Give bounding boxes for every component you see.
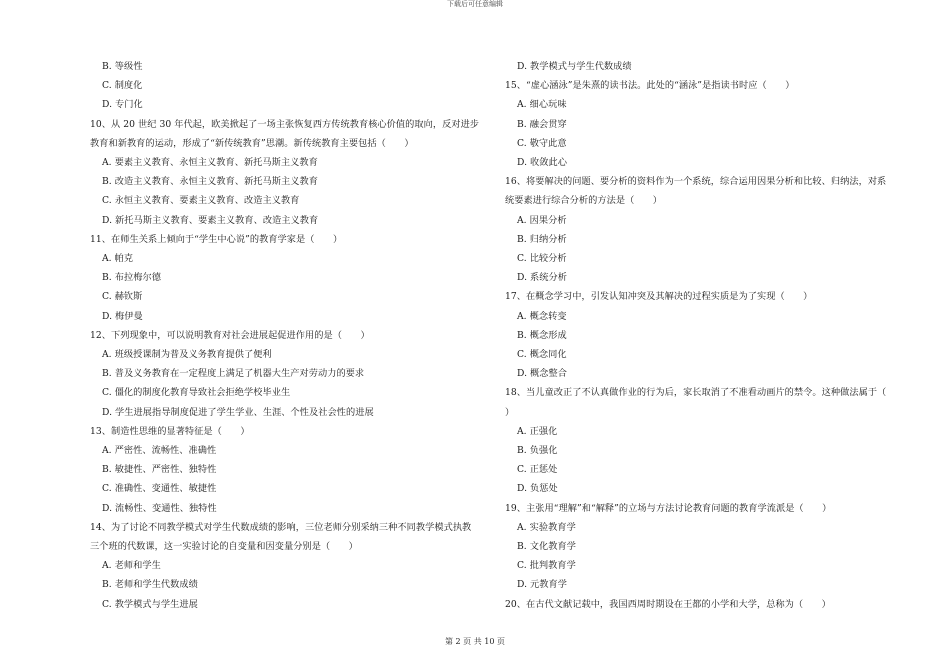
answer-option: A. 帕克 — [102, 253, 134, 265]
answer-option: A. 实验教育学 — [517, 521, 576, 533]
answer-option: A. 因果分析 — [517, 214, 567, 226]
answer-option: C. 正惩处 — [517, 464, 558, 476]
answer-option: A. 概念转变 — [517, 310, 567, 322]
right-column — [505, 57, 905, 614]
answer-option: D. 教学模式与学生代数成绩 — [517, 61, 632, 72]
answer-option: B. 老师和学生代数成绩 — [102, 579, 198, 591]
answer-option: B. 归纳分析 — [517, 233, 567, 245]
answer-option: C. 批判教育学 — [517, 560, 576, 572]
answer-option: B. 改造主义教育、永恒主义教育、新托马斯主义教育 — [102, 176, 318, 188]
answer-option: D. 收敛此心 — [517, 157, 567, 169]
question-stem-continuation: 三个班的代数课，这一实验讨论的自变量和因变量分别是（ ） — [90, 541, 358, 553]
answer-option: A. 要素主义教育、永恒主义教育、新托马斯主义教育 — [102, 157, 318, 169]
question-stem-continuation: 统要素进行综合分析的方法是（ ） — [505, 195, 663, 207]
answer-option: C. 制度化 — [102, 80, 143, 92]
answer-option: A. 严密性、流畅性、准确性 — [102, 445, 217, 457]
question-stem: 20、在古代文献记载中，我国西周时期设在王都的小学和大学，总称为（ ） — [505, 598, 831, 610]
answer-option: D. 流畅性、变通性、独特性 — [102, 502, 217, 514]
question-stem-continuation: ） — [505, 406, 515, 418]
question-stem: 10、从 20 世纪 30 年代起，欧美掀起了一场主张恢复西方传统教育核心价值的取向，反对进步 — [90, 118, 480, 130]
question-stem: 18、当儿童改正了不认真做作业的行为后，家长取消了不准看动画片的禁令。这种做法属于（ — [505, 387, 887, 399]
answer-option: C. 准确性、变通性、敏捷性 — [102, 483, 217, 495]
answer-option: D. 专门化 — [102, 99, 143, 111]
answer-option: D. 新托马斯主义教育、要素主义教育、改造主义教育 — [102, 214, 319, 226]
answer-option: D. 概念整合 — [517, 368, 567, 380]
answer-option: C. 教学模式与学生进展 — [102, 598, 198, 610]
answer-option: B. 文化教育学 — [517, 541, 576, 553]
question-stem: 14、为了讨论不同教学模式对学生代数成绩的影响，三位老师分别采纳三种不同教学模式执教 — [90, 521, 472, 533]
answer-option: D. 系统分析 — [517, 272, 567, 284]
answer-option: C. 比较分析 — [517, 253, 567, 265]
question-stem: 17、在概念学习中，引发认知冲突及其解决的过程实质是为了实现（ ） — [505, 291, 813, 303]
answer-option: A. 班级授课制为普及义务教育提供了便利 — [102, 349, 272, 361]
answer-option: C. 概念同化 — [517, 349, 567, 361]
answer-option: C. 敬守此意 — [517, 137, 567, 149]
answer-option: B. 敏捷性、严密性、独特性 — [102, 464, 217, 476]
question-stem: 16、将要解决的问题、要分析的资料作为一个系统，综合运用因果分析和比较、归纳法，对系 — [505, 176, 887, 188]
page-header: 下载后可任意编辑 — [447, 0, 503, 8]
answer-option: A. 正强化 — [517, 425, 558, 437]
left-column — [90, 57, 490, 614]
question-stem: 15、“虚心涵泳”是朱熹的读书法。此处的“涵泳”是指读书时应（ ） — [505, 80, 795, 92]
answer-option: B. 概念形成 — [517, 329, 567, 341]
answer-option: B. 普及义务教育在一定程度上满足了机器大生产对劳动力的要求 — [102, 368, 365, 380]
answer-option: B. 负强化 — [517, 445, 558, 457]
answer-option: D. 学生进展指导制度促进了学生学业、生涯、个性及社会性的进展 — [102, 406, 374, 418]
question-stem: 13、制造性思维的显著特征是（ ） — [90, 425, 250, 437]
question-stem: 12、下列现象中，可以说明教育对社会进展起促进作用的是（ ） — [90, 329, 370, 341]
answer-option: D. 梅伊曼 — [102, 310, 143, 322]
answer-option: C. 僵化的制度化教育导致社会拒绝学校毕业生 — [102, 387, 291, 399]
answer-option: B. 等级性 — [102, 61, 143, 72]
answer-option: C. 赫钦斯 — [102, 291, 143, 303]
answer-option: D. 负惩处 — [517, 483, 558, 495]
question-stem: 11、在师生关系上倾向于“学生中心说”的教育学家是（ ） — [90, 233, 343, 245]
question-stem: 19、主张用“理解”和“解释”的立场与方法讨论教育问题的教育学流派是（ ） — [505, 502, 832, 514]
answer-option: C. 永恒主义教育、要素主义教育、改造主义教育 — [102, 195, 300, 207]
answer-option: A. 老师和学生 — [102, 560, 161, 572]
answer-option: B. 布拉梅尔德 — [102, 272, 161, 284]
answer-option: A. 细心玩味 — [517, 99, 567, 111]
answer-option: D. 元教育学 — [517, 579, 567, 591]
answer-option: B. 融会贯穿 — [517, 118, 567, 130]
question-stem-continuation: 教育和新教育的运动，形成了“新传统教育”思潮。新传统教育主要包括（ ） — [90, 137, 414, 149]
page-footer: 第 2 页 共 10 页 — [445, 637, 505, 646]
